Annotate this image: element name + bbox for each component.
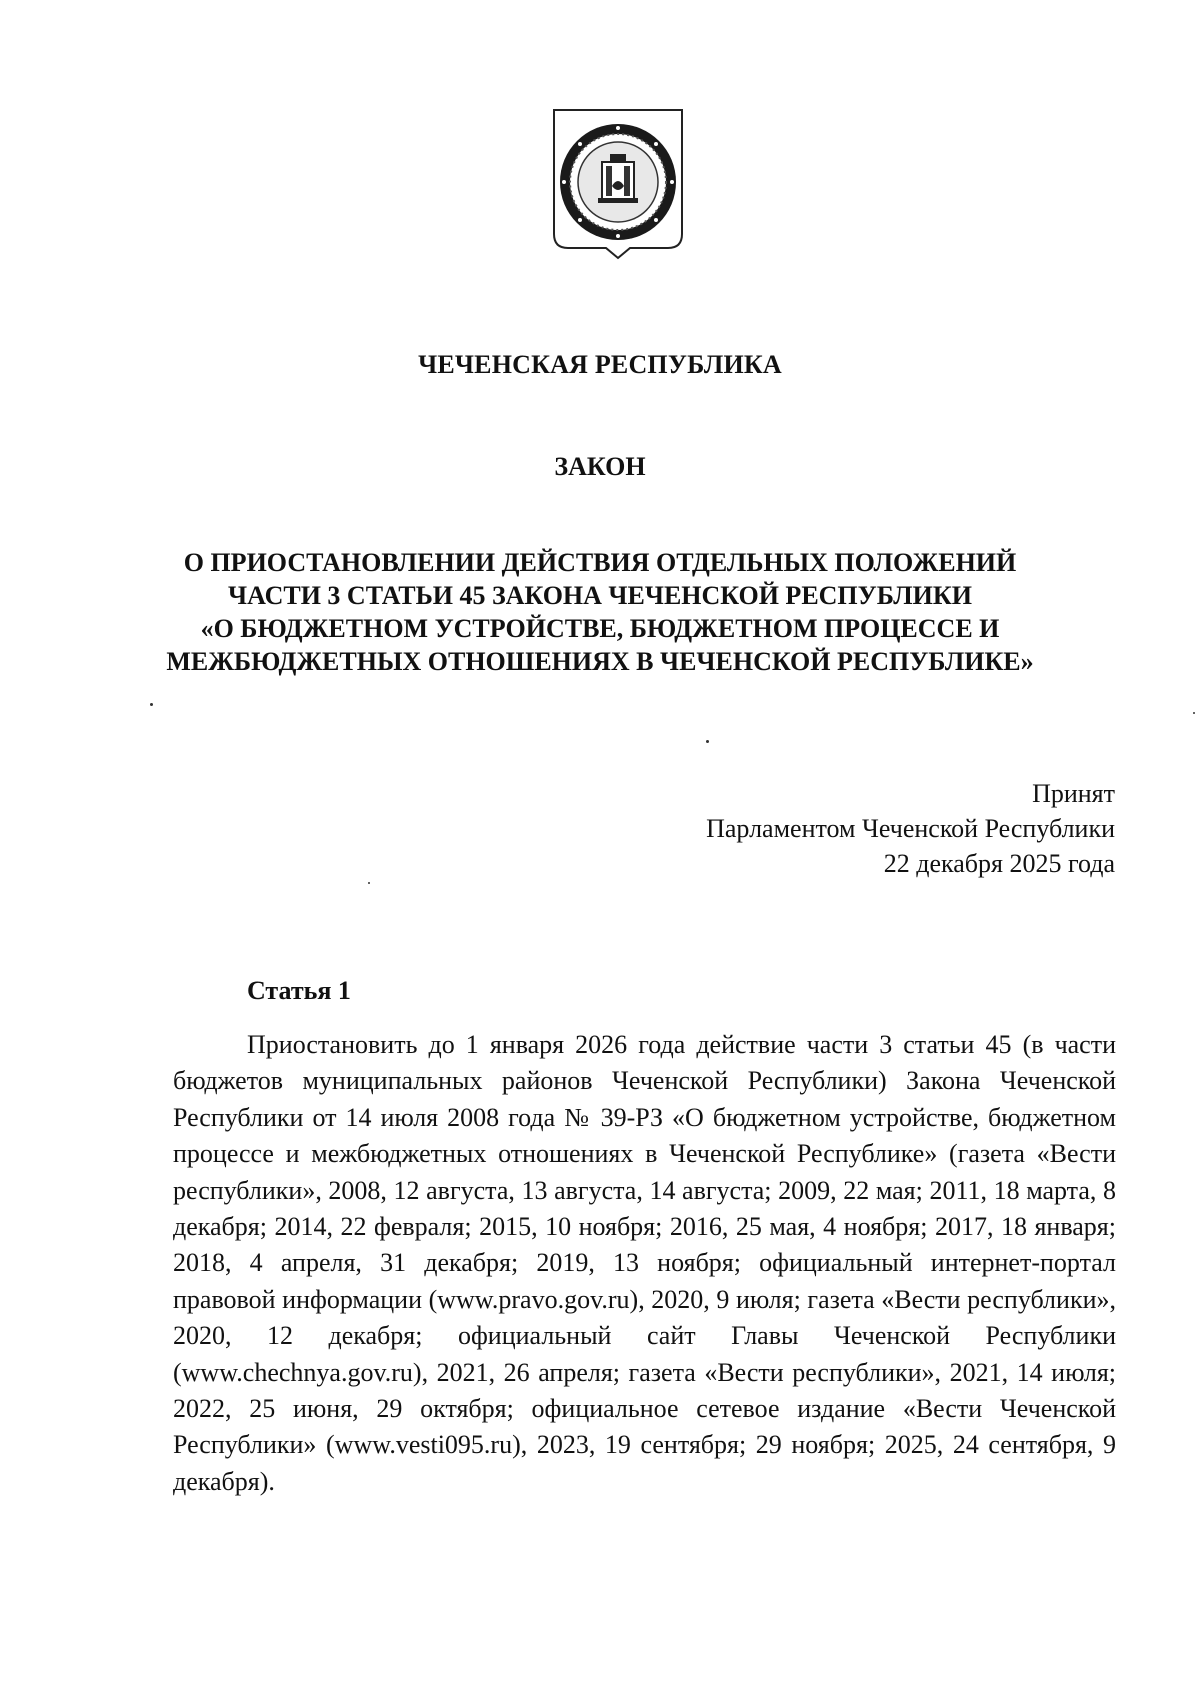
scan-speck: [150, 703, 153, 706]
state-name: ЧЕЧЕНСКАЯ РЕСПУБЛИКА: [418, 350, 782, 379]
article-heading: Статья 1: [247, 976, 351, 1005]
document-title: [120, 546, 1080, 678]
document-title-line: О ПРИОСТАНОВЛЕНИИ ДЕЙСТВИЯ ОТДЕЛЬНЫХ ПОЛОЖЕНИЙ: [183, 548, 1017, 577]
document-title-line: ЧАСТИ 3 СТАТЬИ 45 ЗАКОНА ЧЕЧЕНСКОЙ РЕСПУБЛИКИ: [228, 581, 972, 610]
adoption-label: Принят: [1032, 779, 1115, 808]
adoption-body: Парламентом Чеченской Республики: [706, 814, 1115, 843]
scan-speck: [1193, 712, 1195, 714]
document-title-line: «О БЮДЖЕТНОМ УСТРОЙСТВЕ, БЮДЖЕТНОМ ПРОЦЕССЕ И: [200, 614, 1000, 643]
document-title-line: МЕЖБЮДЖЕТНЫХ ОТНОШЕНИЯХ В ЧЕЧЕНСКОЙ РЕСПУБЛИКЕ»: [166, 647, 1034, 676]
scan-speck: [368, 882, 370, 884]
chechen-republic-coat-of-arms-icon: [550, 106, 686, 274]
adoption-block: [706, 776, 1115, 881]
adoption-date: 22 декабря 2025 года: [883, 849, 1115, 878]
scan-speck: [706, 740, 709, 743]
document-type: ЗАКОН: [554, 452, 646, 481]
article-body: Приостановить до 1 января 2026 года действие части 3 статьи 45 (в части бюджетов муниципальных районов Чеченской Республики) Закона Чеченской Республики от 14 июля 2008 года № 39-РЗ «О бюджетном устройстве, бюджетном процессе и межбюджетных отношениях в Чеченской Республике» (газета «Вести республики», 2008, 12 августа, 13 августа, 14 августа; 2009, 22 мая; 2011, 18 марта, 8 декабря; 2014, 22 февраля; 2015, 10 ноября; 2016, 25 мая, 4 ноября; 2017, 18 января; 2018, 4 апреля, 31 декабря; 2019, 13 ноября; официальный интернет-портал правовой информации (www.pravo.gov.ru), 2020, 9 июля; газета «Вести республики», 2020, 12 декабря; официальный сайт Главы Чеченской Республики (www.chechnya.gov.ru), 2021, 26 апреля; газета «Вести республики», 2021, 14 июля; 2022, 25 июня, 29 октября; официальное сетевое издание «Вести Чеченской Республики» (www.vesti095.ru), 2023, 19 сентября; 29 ноября; 2025, 24 сентября, 9 декабря).: [173, 1030, 1116, 1496]
